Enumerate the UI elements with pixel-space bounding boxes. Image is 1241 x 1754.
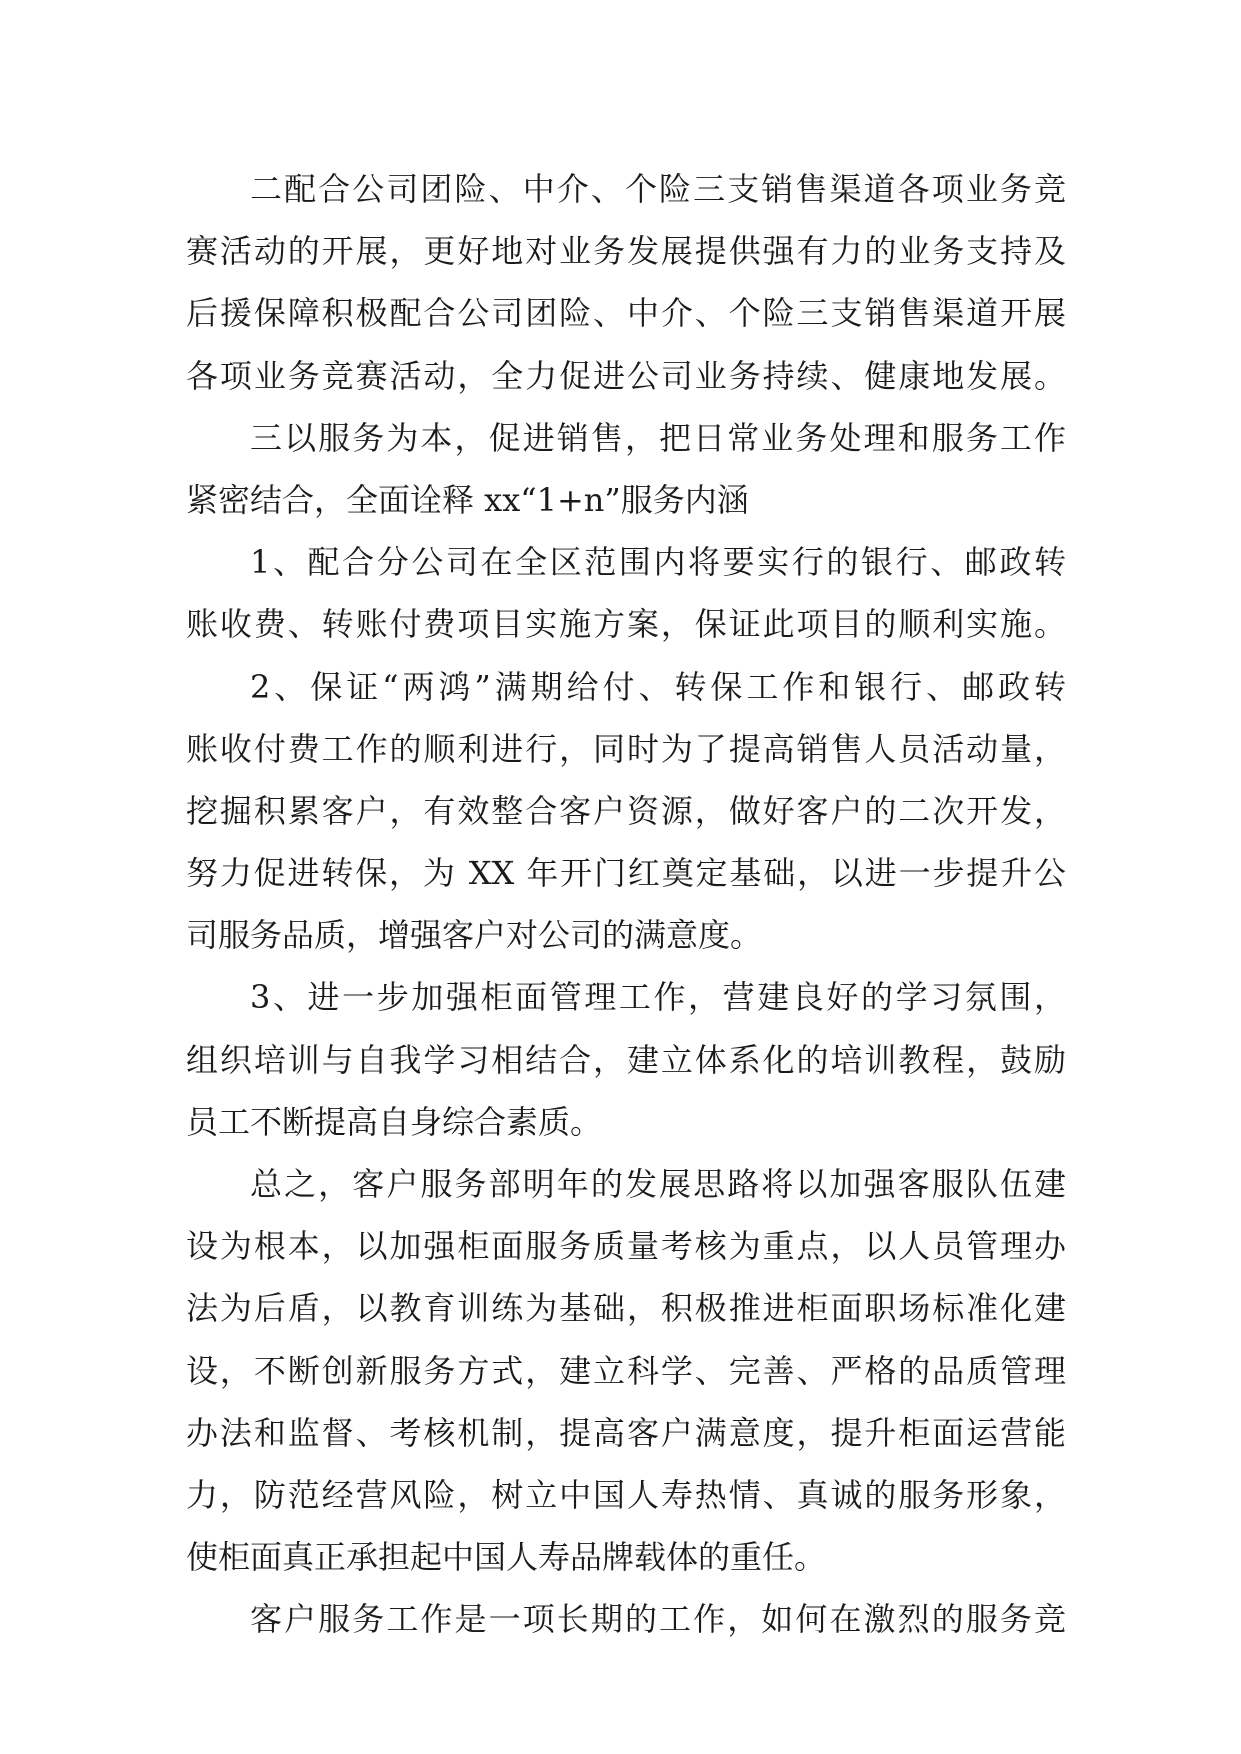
text-line: 客户服务工作是一项长期的工作，如何在激烈的服务竞 (250, 1600, 1066, 1639)
text-line: 办法和监督、考核机制，提高客户满意度，提升柜面运营能 (186, 1413, 1066, 1452)
text-line: 3、进一步加强柜面管理工作，营建良好的学习氛围， (250, 978, 1066, 1017)
text-line: 后援保障积极配合公司团险、中介、个险三支销售渠道开展 (186, 294, 1066, 333)
text-line: 紧密结合，全面诠释 xx“1+n”服务内涵 (186, 480, 749, 519)
text-line: 组织培训与自我学习相结合，建立体系化的培训教程，鼓励 (186, 1040, 1066, 1079)
text-line: 设，不断创新服务方式，建立科学、完善、严格的品质管理 (186, 1351, 1066, 1390)
text-line: 设为根本，以加强柜面服务质量考核为重点，以人员管理办 (186, 1227, 1066, 1266)
text-line: 各项业务竞赛活动，全力促进公司业务持续、健康地发展。 (186, 356, 1066, 395)
text-line: 2、保证“两鸿”满期给付、转保工作和银行、邮政转 (250, 667, 1066, 706)
text-line: 挖掘积累客户，有效整合客户资源，做好客户的二次开发， (186, 791, 1066, 830)
text-line: 努力促进转保，为 XX 年开门红奠定基础，以进一步提升公 (186, 854, 1066, 893)
text-line: 法为后盾，以教育训练为基础，积极推进柜面职场标准化建 (186, 1289, 1066, 1328)
text-line: 赛活动的开展，更好地对业务发展提供强有力的业务支持及 (186, 232, 1066, 271)
document-body (186, 158, 1066, 1651)
text-line: 账收费、转账付费项目实施方案，保证此项目的顺利实施。 (186, 605, 1066, 644)
text-line: 账收付费工作的顺利进行，同时为了提高销售人员活动量， (186, 729, 1066, 768)
text-line: 员工不断提高自身综合素质。 (186, 1102, 603, 1141)
text-line: 使柜面真正承担起中国人寿品牌载体的重任。 (186, 1538, 827, 1577)
text-line: 司服务品质，增强客户对公司的满意度。 (186, 916, 763, 955)
text-line: 1、配合分公司在全区范围内将要实行的银行、邮政转 (250, 543, 1066, 582)
text-line: 总之，客户服务部明年的发展思路将以加强客服队伍建 (250, 1165, 1066, 1203)
text-line: 三以服务为本，促进销售，把日常业务处理和服务工作 (250, 418, 1066, 457)
text-line: 力，防范经营风险，树立中国人寿热情、真诚的服务形象， (186, 1475, 1066, 1514)
text-line: 二配合公司团险、中介、个险三支销售渠道各项业务竞 (250, 170, 1066, 208)
